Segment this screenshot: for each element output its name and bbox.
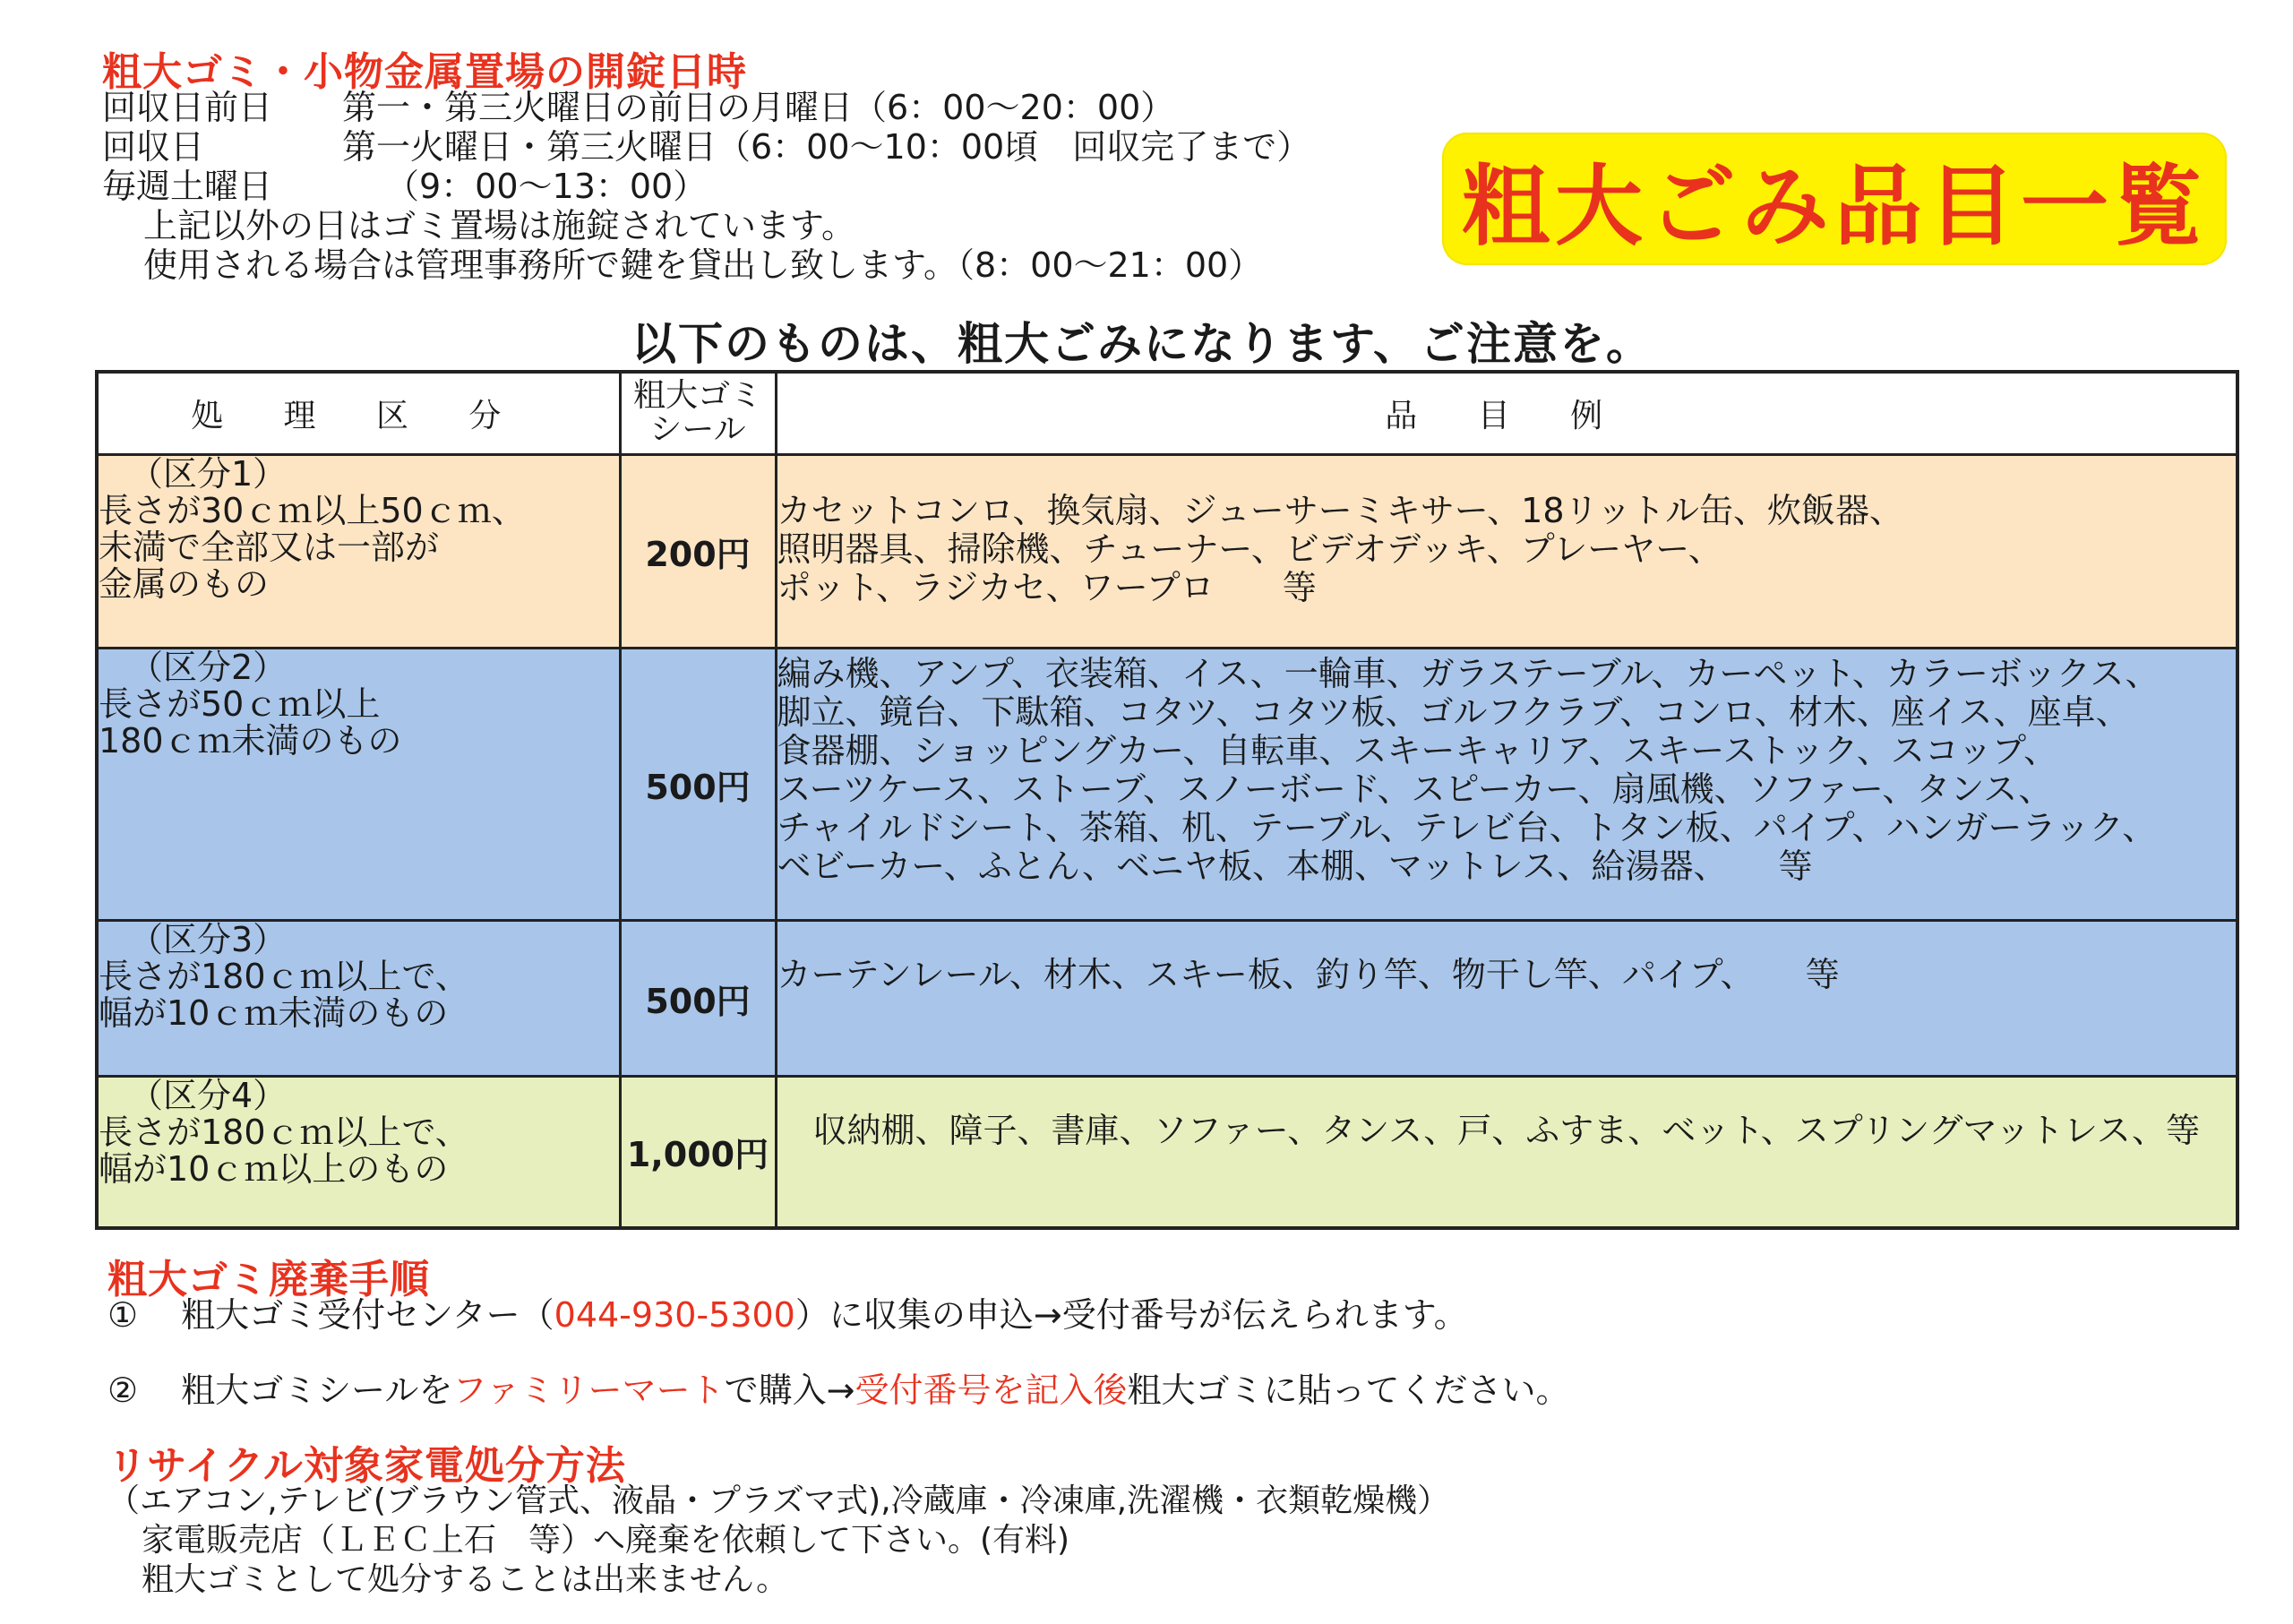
schedule-label: 毎週土曜日 bbox=[102, 167, 273, 206]
schedule-text: 第一・第三火曜日の前日の月曜日（6：00〜20：00） bbox=[342, 88, 1175, 127]
step-number: ① bbox=[107, 1295, 139, 1335]
write-number-note: 受付番号を記入後 bbox=[855, 1371, 1128, 1410]
recycle-warning: 粗大ゴミとして処分することは出来ません。 bbox=[142, 1561, 789, 1598]
table-row bbox=[97, 454, 2237, 648]
locked-note: 上記以外の日はゴミ置場は施錠されています。 bbox=[143, 206, 855, 245]
table-row bbox=[97, 1076, 2237, 1228]
schedule-text: 第一火曜日・第三火曜日（6：00〜10：00頃 回収完了まで） bbox=[342, 127, 1311, 167]
items-cell: 収納棚、障子、書庫、ソファー、タンス、戸、ふすま、ベット、スプリングマットレス、等 bbox=[776, 1076, 2237, 1228]
phone-number: 044-930-5300 bbox=[554, 1295, 795, 1335]
bulky-waste-table bbox=[95, 370, 2239, 1230]
table-row bbox=[97, 920, 2237, 1076]
table-subtitle: 以下のものは、粗大ごみになります、ご注意を。 bbox=[631, 318, 1653, 370]
procedure-step-1: ① 粗大ゴミ受付センター（044-930-5300）に収集の申込→受付番号が伝えられます。 bbox=[107, 1295, 1468, 1335]
category-cell: （区分2） 長さが50ｃｍ以上 180ｃｍ未満のもの bbox=[97, 648, 620, 920]
category-cell: （区分4） 長さが180ｃｍ以上で、 幅が10ｃｍ以上のもの bbox=[97, 1076, 620, 1228]
items-cell: カセットコンロ、換気扇、ジューサーミキサー、18リットル缶、炊飯器、 照明器具、掃除機、チューナー、ビデオデッキ、プレーヤー、 ポット、ラジカセ、ワープロ 等 bbox=[776, 454, 2237, 648]
header-seal: 粗大ゴミ シール bbox=[620, 372, 776, 454]
key-lending-note: 使用される場合は管理事務所で鍵を貸出し致します。（8：00〜21：00） bbox=[143, 245, 1263, 285]
price-cell: 500円 bbox=[620, 920, 776, 1076]
header-category: 処 理 区 分 bbox=[97, 372, 620, 454]
schedule-row-before-day bbox=[102, 88, 272, 127]
table-row bbox=[97, 648, 2237, 920]
step-number: ② bbox=[107, 1371, 139, 1410]
page-title: 粗大ゴミ・小物金属置場の開錠日時 bbox=[102, 49, 747, 95]
schedule-text: （9：00〜13：00） bbox=[385, 167, 708, 206]
price-cell: 1,000円 bbox=[620, 1076, 776, 1228]
recycle-title: リサイクル対象家電処分方法 bbox=[107, 1443, 626, 1489]
price-cell: 500円 bbox=[620, 648, 776, 920]
schedule-label: 回収日前日 bbox=[102, 88, 273, 127]
bulky-waste-list-banner bbox=[1442, 133, 2227, 265]
items-cell: カーテンレール、材木、スキー板、釣り竿、物干し竿、パイプ、 等 bbox=[776, 920, 2237, 1076]
category-cell: （区分1） 長さが30ｃｍ以上50ｃｍ、 未満で全部又は一部が 金属のもの bbox=[97, 454, 620, 648]
procedure-step-2: ② 粗大ゴミシールをファミリーマートで購入→受付番号を記入後粗大ゴミに貼ってください。 bbox=[107, 1371, 1570, 1410]
banner-text: 粗大ごみ品目一覧 bbox=[1461, 155, 2207, 258]
items-cell: 編み機、アンプ、衣装箱、イス、一輪車、ガラステーブル、カーペット、カラーボックス、 脚立、鏡台、下駄箱、コタツ、コタツ板、ゴルフクラブ、コンロ、材木、座イス、座卓、 食器棚、ショッピングカー、自転車、スキーキャリア、スキーストック、スコップ、 スーツケース、ストーブ、スノーボード、スピーカー、扇風機、ソファー、タンス、 チャイルドシート、茶箱、机、テーブル、テレビ台、トタン板、パイプ、ハンガーラック、 ベビーカー、ふとん、ベニヤ板、本棚、マットレス、給湯器、 等 bbox=[776, 648, 2237, 920]
store-name: ファミリーマート bbox=[452, 1371, 725, 1410]
header-items: 品 目 例 bbox=[776, 372, 2237, 454]
category-cell: （区分3） 長さが180ｃｍ以上で、 幅が10ｃｍ未満のもの bbox=[97, 920, 620, 1076]
recycle-instruction: 家電販売店（ＬＥＣ上石 等）へ廃棄を依頼して下さい。(有料) bbox=[142, 1522, 1070, 1559]
schedule-label: 回収日 bbox=[102, 127, 205, 167]
price-cell: 200円 bbox=[620, 454, 776, 648]
table-header-row bbox=[97, 372, 2237, 454]
recycle-appliance-list: （エアコン,テレビ(ブラウン管式、液晶・プラズマ式),冷蔵庫・冷凍庫,洗濯機・衣類乾燥機） bbox=[107, 1482, 1450, 1519]
procedure-title: 粗大ゴミ廃棄手順 bbox=[107, 1257, 430, 1302]
